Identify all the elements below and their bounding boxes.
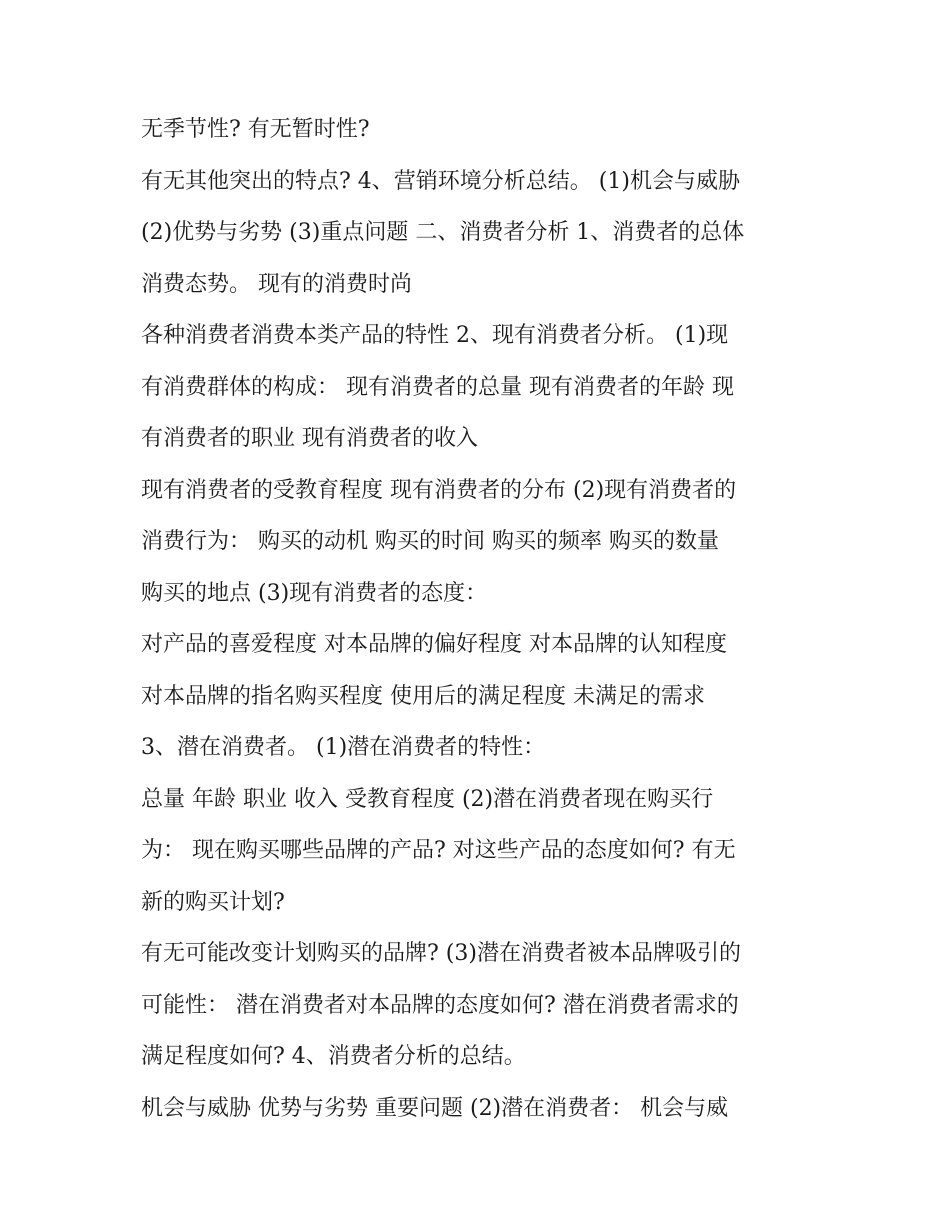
text-line: 消费行为： 购买的动机 购买的时间 购买的频率 购买的数量 [141, 529, 719, 554]
text-line: 总量 年龄 职业 收入 受教育程度 (2)潜在消费者现在购买行 [141, 786, 714, 812]
text-line: 为： 现在购买哪些品牌的产品? 对这些产品的态度如何? 有无 [141, 838, 736, 863]
text-line: 无季节性? 有无暂时性? [141, 117, 370, 142]
text-line: 有无可能改变计划购买的品牌? (3)潜在消费者被本品牌吸引的 [141, 941, 741, 966]
text-line: 对产品的喜爱程度 对本品牌的偏好程度 对本品牌的认知程度 [141, 632, 727, 657]
text-line: 消费态势。 现有的消费时尚 [141, 271, 412, 297]
text-line: 购买的地点 (3)现有消费者的态度： [141, 580, 488, 606]
text-line: 各种消费者消费本类产品的特性 2、现有消费者分析。 (1)现 [141, 323, 729, 348]
text-line: (2)优势与劣势 (3)重点问题 二、消费者分析 1、消费者的总体 [141, 220, 745, 245]
text-line: 可能性： 潜在消费者对本品牌的态度如何? 潜在消费者需求的 [141, 992, 739, 1018]
text-line: 满足程度如何? 4、消费者分析的总结。 [141, 1044, 526, 1069]
text-line: 对本品牌的指名购买程度 使用后的满足程度 未满足的需求 [141, 683, 705, 709]
text-line: 机会与威胁 优势与劣势 重要问题 (2)潜在消费者： 机会与威 [141, 1095, 729, 1121]
body-text [141, 109, 821, 1139]
text-line: 3、潜在消费者。 (1)潜在消费者的特性： [141, 735, 546, 760]
text-line: 有无其他突出的特点? 4、营销环境分析总结。 (1)机会与威胁 [141, 168, 740, 194]
text-line: 现有消费者的受教育程度 现有消费者的分布 (2)现有消费者的 [141, 477, 737, 503]
text-line: 有消费群体的构成： 现有消费者的总量 现有消费者的年龄 现 [141, 374, 734, 400]
text-line: 有消费者的职业 现有消费者的收入 [141, 426, 478, 451]
text-line: 新的购买计划? [141, 889, 285, 915]
